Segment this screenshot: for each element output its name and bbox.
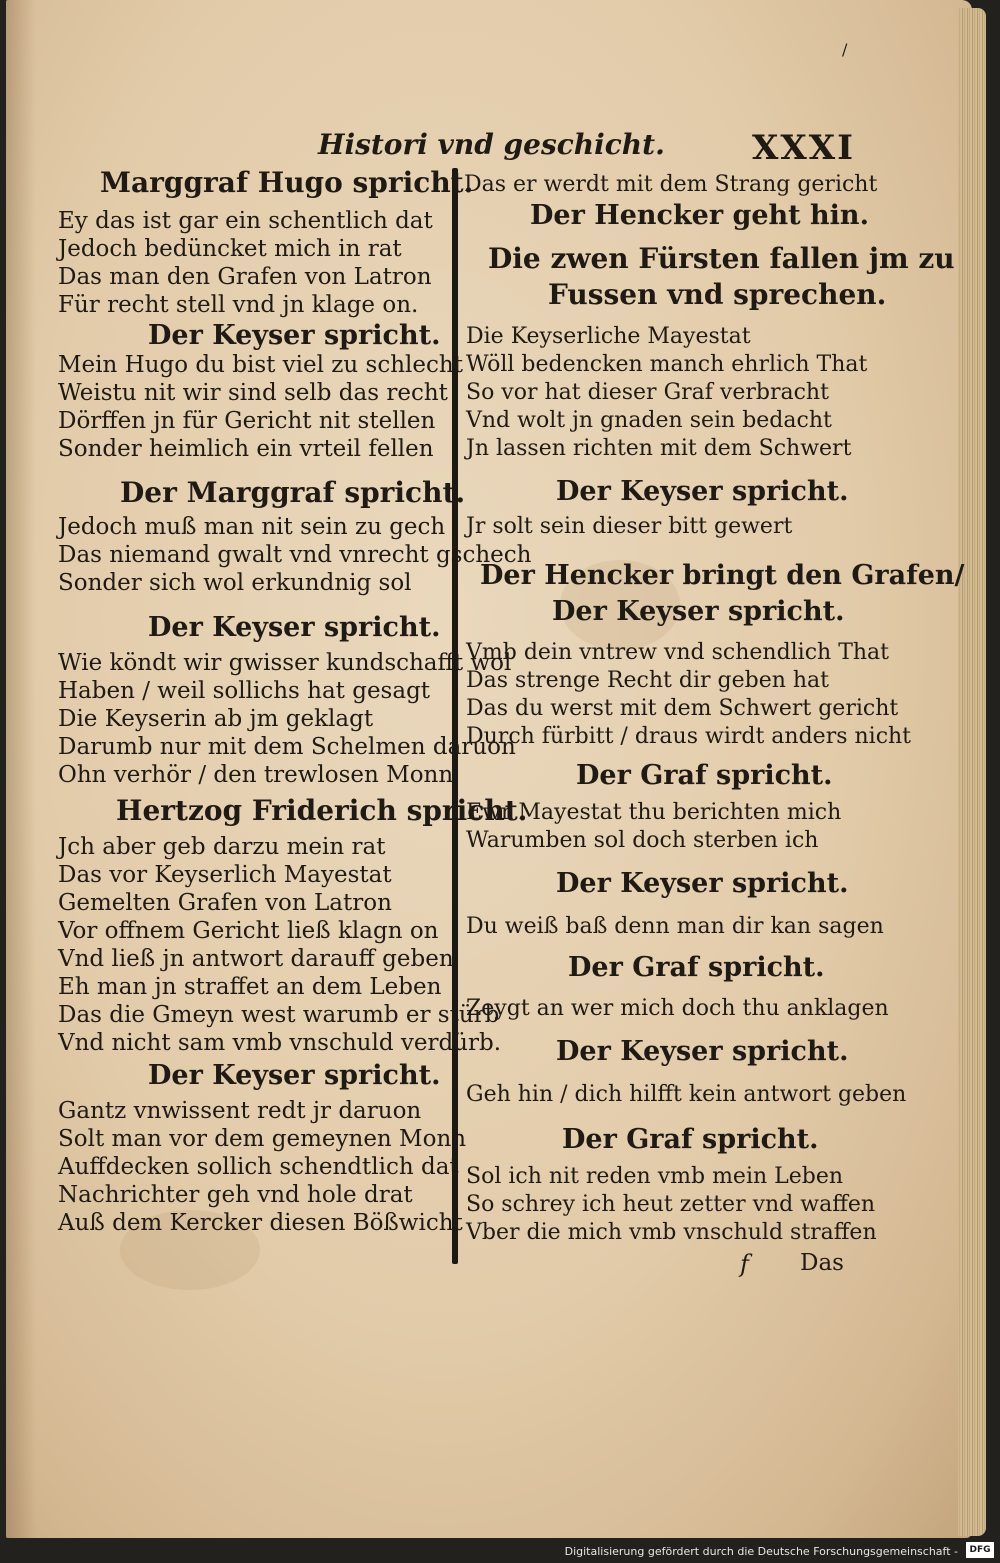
speaker-heading: Der Graf spricht. [562,1124,819,1155]
verse-line: Das man den Grafen von Latron [58,264,432,290]
speaker-heading: Der Hencker geht hin. [530,200,869,231]
verse-line: Die Keyserliche Mayestat [466,324,751,349]
speaker-heading: Der Keyser spricht. [556,1036,849,1067]
verse-line: Solt man vor dem gemeynen Monn [58,1126,467,1152]
speaker-heading: Der Marggraf spricht. [120,476,466,509]
column-divider [452,168,458,1264]
verse-line: Das er werdt mit dem Strang gericht [464,172,878,197]
verse-line: Vnd nicht sam vmb vnschuld verdürb. [58,1030,502,1056]
verse-line: Die Keyserin ab jm geklagt [58,706,374,732]
speaker-heading: Der Keyser spricht. [148,1060,441,1091]
verse-line: Das vor Keyserlich Mayestat [58,862,392,888]
verse-line: Darumb nur mit dem Schelmen daruon [58,734,516,760]
verse-line: Du weiß baß denn man dir kan sagen [466,914,884,939]
verse-line: Das niemand gwalt vnd vnrecht gschech [58,542,532,568]
verse-line: Gantz vnwissent redt jr daruon [58,1098,422,1124]
verse-line: Mein Hugo du bist viel zu schlecht [58,352,463,378]
verse-line: Jch aber geb darzu mein rat [58,834,386,860]
verse-line: Jr solt sein dieser bitt gewert [466,514,793,539]
verse-line: Das du werst mit dem Schwert gericht [466,696,899,721]
verse-line: Auffdecken sollich schendtlich dat [58,1154,459,1180]
speaker-heading: Hertzog Friderich spricht. [116,794,528,827]
verse-line: Das strenge Recht dir geben hat [466,668,829,693]
speaker-heading: Der Keyser spricht. [552,596,845,627]
speaker-heading: Der Keyser spricht. [148,320,441,351]
speaker-heading: Die zwen Fürsten fallen jm zu [488,242,955,275]
verse-line: Nachrichter geh vnd hole drat [58,1182,413,1208]
verse-line: Auß dem Kercker diesen Bößwicht [58,1210,463,1236]
speaker-heading: Der Graf spricht. [568,952,825,983]
page-edge [958,8,986,1536]
verse-line: Weistu nit wir sind selb das recht [58,380,448,406]
speaker-heading: Marggraf Hugo spricht. [100,166,474,199]
signature-mark: f [740,1250,749,1278]
verse-line: Durch fürbitt / draus wirdt anders nicht [466,724,912,749]
catchword: Das [800,1250,844,1276]
page-number: XXXI [752,128,856,168]
verse-line: Wöll bedencken manch ehrlich That [466,352,868,377]
verse-line: Für recht stell vnd jn klage on. [58,292,419,318]
speaker-heading: Der Keyser spricht. [556,476,849,507]
verse-line: So schrey ich heut zetter vnd waffen [466,1192,876,1217]
verse-line: Warumben sol doch sterben ich [466,828,819,853]
verse-line: Vber die mich vmb vnschuld straffen [466,1220,877,1245]
speaker-heading: Der Hencker bringt den Grafen/ [480,560,965,591]
corner-mark: / [842,40,848,59]
verse-line: So vor hat dieser Graf verbracht [466,380,829,405]
verse-line: Wie köndt wir gwisser kundschafft wol [58,650,512,676]
verse-line: Sonder heimlich ein vrteil fellen [58,436,434,462]
verse-line: Ewr Mayestat thu berichten mich [466,800,842,825]
speaker-heading: Der Graf spricht. [576,760,833,791]
verse-line: Ohn verhör / den trewlosen Monn [58,762,454,788]
footer-credit: Digitalisierung gefördert durch die Deutsche Forschungsgemeinschaft - [564,1545,958,1558]
speaker-heading: Fussen vnd sprechen. [548,278,887,311]
verse-line: Geh hin / dich hilfft kein antwort geben [466,1082,907,1107]
verse-line: Vnd ließ jn antwort darauff geben [58,946,454,972]
verse-line: Vnd wolt jn gnaden sein bedacht [466,408,832,433]
running-title: Histori vnd geschicht. [318,128,665,161]
speaker-heading: Der Keyser spricht. [148,612,441,643]
verse-line: Ey das ist gar ein schentlich dat [58,208,433,234]
verse-line: Das die Gmeyn west warumb er stürb [58,1002,500,1028]
verse-line: Dörffen jn für Gericht nit stellen [58,408,436,434]
verse-line: Jedoch muß man nit sein zu gech [58,514,446,540]
verse-line: Haben / weil sollichs hat gesagt [58,678,431,704]
verse-line: Sonder sich wol erkundnig sol [58,570,412,596]
verse-line: Vor offnem Gericht ließ klagn on [58,918,439,944]
dfg-logo: DFG [966,1542,994,1558]
gutter-shadow [6,0,36,1538]
verse-line: Jn lassen richten mit dem Schwert [466,436,852,461]
verse-line: Jedoch bedüncket mich in rat [58,236,402,262]
verse-line: Gemelten Grafen von Latron [58,890,392,916]
speaker-heading: Der Keyser spricht. [556,868,849,899]
verse-line: Vmb dein vntrew vnd schendlich That [466,640,890,665]
verse-line: Zeygt an wer mich doch thu anklagen [466,996,889,1021]
verse-line: Sol ich nit reden vmb mein Leben [466,1164,844,1189]
verse-line: Eh man jn straffet an dem Leben [58,974,442,1000]
